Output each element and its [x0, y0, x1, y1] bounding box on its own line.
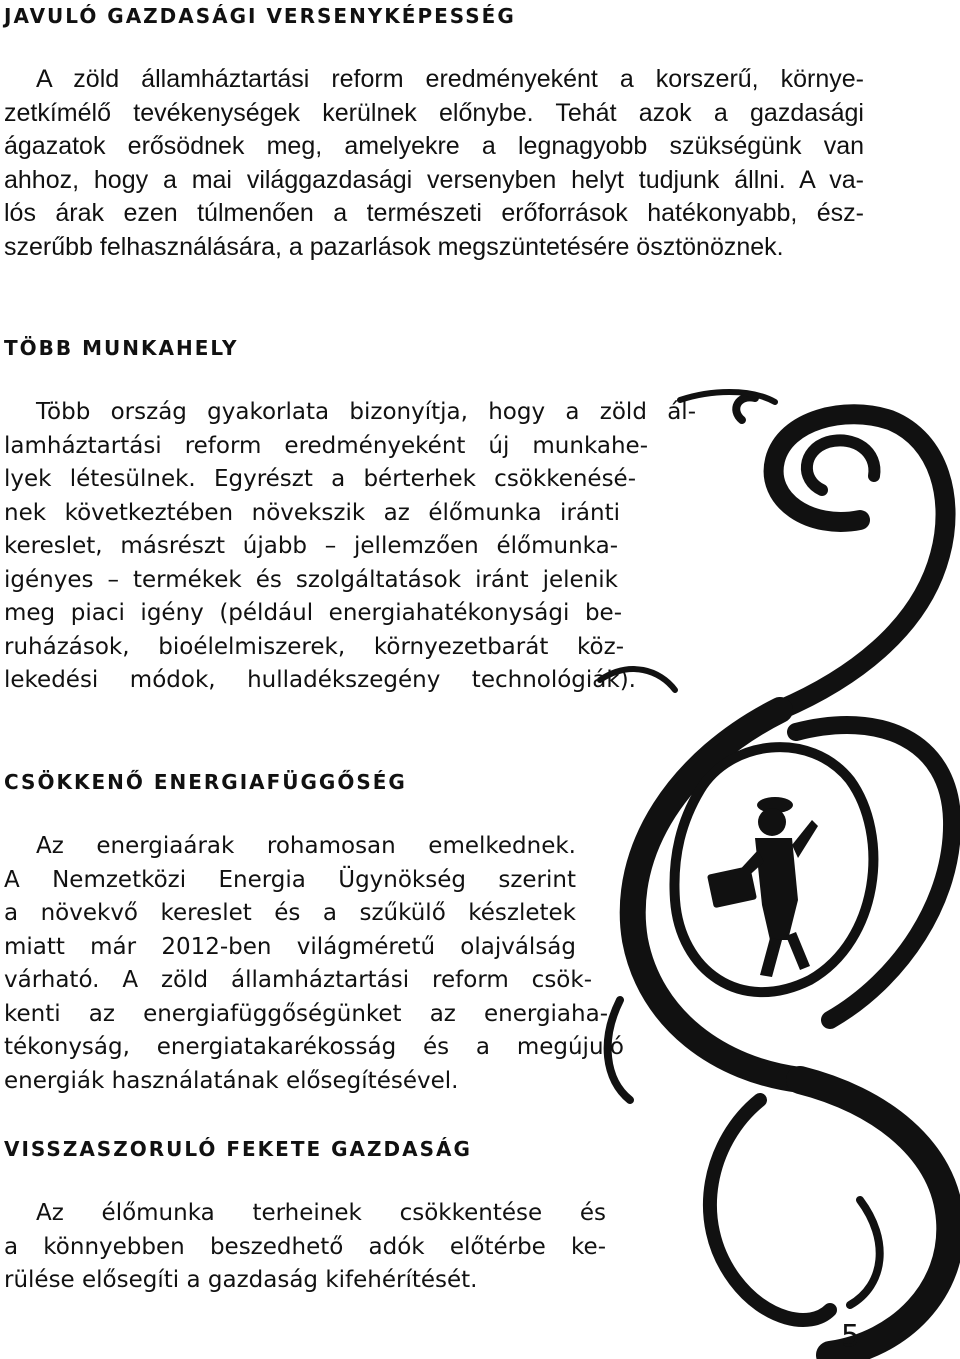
paragraph-sign-ornament-icon — [560, 380, 960, 1359]
text-line: kereslet, másrészt újabb – jellemzően élőmunka- — [4, 533, 618, 559]
paragraph-versenykepesseg — [4, 63, 864, 264]
text-line: tékonyság, energiatakarékosság és a megújuló — [4, 1034, 624, 1060]
text-line: A Nemzetközi Energia Ügynökség szerint — [4, 866, 576, 893]
text-line: ahhoz, hogy a mai világgazdasági versenyben helyt tudjunk állni. A va- — [4, 165, 864, 194]
text-line: Az élőmunka terheinek csökkentése és — [36, 1200, 606, 1226]
text-line: szerűbb felhasználására, a pazarlások megszüntetésére ösztönöznek. — [4, 232, 784, 261]
text-line: Több ország gyakorlata bizonyítja, hogy a zöld ál- — [36, 399, 696, 425]
text-line: ágazatok erősödnek meg, amelyekre a legnagyobb szükségünk van — [4, 132, 864, 160]
text-line: lamháztartási reform eredményeként új munkahe- — [4, 432, 648, 459]
man-with-briefcase-icon — [707, 797, 818, 977]
text-line: miatt már 2012-ben világméretű olajválság — [4, 933, 576, 960]
text-line: rülése elősegíti a gazdaság kifehérítését. — [4, 1267, 478, 1293]
text-line: a könnyebben beszedhető adók előtérbe ke- — [4, 1233, 606, 1260]
text-line: lós árak ezen túlmenően a természeti erőforrások hatékonyabb, ész- — [4, 199, 864, 227]
text-line: Az energiaárak rohamosan emelkednek. — [36, 833, 576, 859]
heading-visszaszorulo-fekete-gazdasag: VISSZASZORULÓ FEKETE GAZDASÁG — [4, 1137, 472, 1161]
text-line: meg piaci igény (például energiahatékonysági be- — [4, 600, 622, 626]
text-line: igényes – termékek és szolgáltatások iránt jelenik — [4, 566, 618, 593]
text-line: a növekvő kereslet és a szűkülő készletek — [4, 900, 576, 926]
page-number: 5 — [840, 1319, 860, 1354]
text-line: energiák használatának elősegítésével. — [4, 1067, 459, 1094]
text-line: A zöld államháztartási reform eredményeként a korszerű, környe- — [36, 65, 864, 93]
text-line: zetkímélő tevékenységek kerülnek előnybe. Tehát azok a gazdasági — [4, 98, 864, 127]
text-line: ruházások, bioélelmiszerek, környezetbarát köz- — [4, 633, 624, 660]
paragraph-energiafuggoseg — [4, 830, 624, 1098]
paragraph-fekete-gazdasag — [4, 1197, 606, 1298]
text-line: kenti az energiafüggőségünket az energiaha- — [4, 1000, 608, 1027]
text-line: várható. A zöld államháztartási reform csök- — [4, 967, 592, 993]
text-line: lyek létesülnek. Egyrészt a bérterhek csökkenésé- — [4, 466, 636, 492]
heading-tobb-munkahely: TÖBB MUNKAHELY — [4, 336, 239, 360]
text-line: lekedési módok, hulladékszegény technológiák). — [4, 667, 636, 693]
text-line: nek következtében növekszik az élőmunka iránti — [4, 499, 620, 526]
heading-javulo-gazdasagi-versenykepesseg: JAVULÓ GAZDASÁGI VERSENYKÉPESSÉG — [4, 4, 516, 28]
heading-csokkeno-energiafuggoseg: CSÖKKENŐ ENERGIAFÜGGŐSÉG — [4, 770, 407, 794]
